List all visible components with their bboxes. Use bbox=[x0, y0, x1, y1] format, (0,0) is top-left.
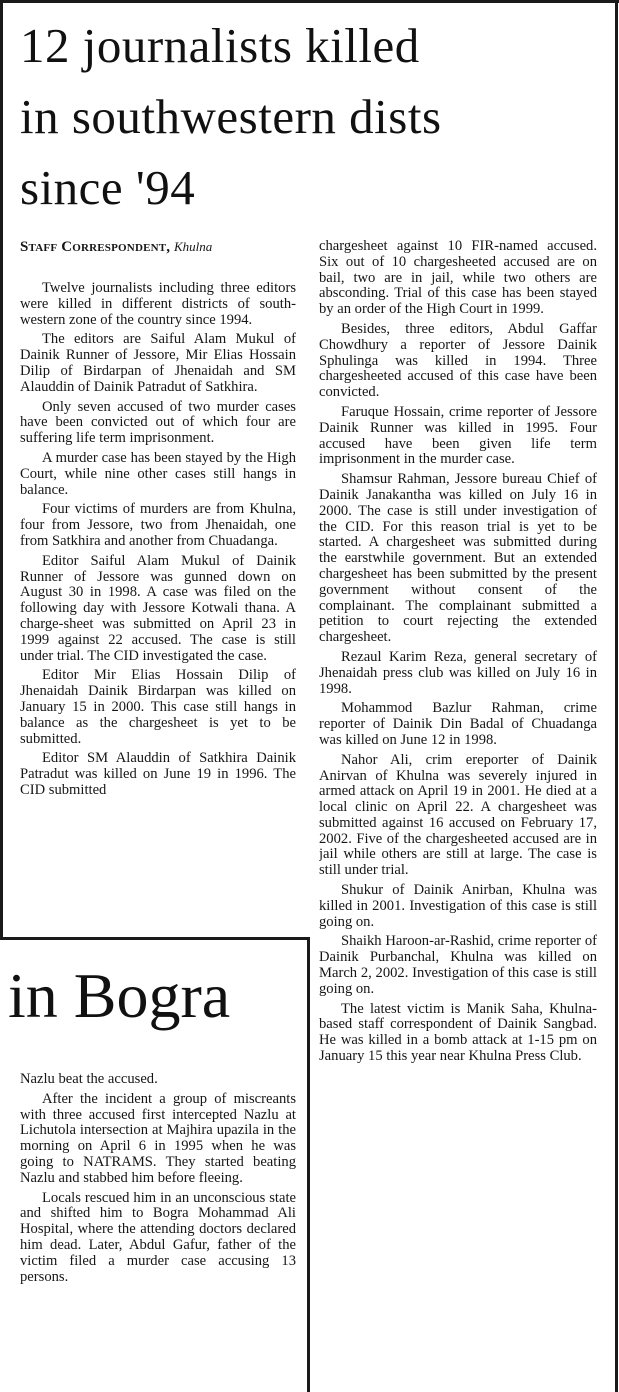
paragraph: Nazlu beat the accused. bbox=[20, 1072, 158, 1087]
paragraph: Besides, three editors, Abdul Gaffar Chowdhury a reporter of Jessore Dainik Sphulinga was killed in 1994. Three chargesheeted accused of this case have been convicted. bbox=[319, 320, 597, 401]
top-border-rule bbox=[0, 0, 619, 3]
paragraph: chargesheet against 10 FIR-named accused. Six out of 10 chargesheeted accused are on bail, two are in jail, while two others are absconding. Trial of this case has been stayed by an order of the High Court in 1999. bbox=[319, 239, 597, 318]
paragraph: Faruque Hossain, crime reporter of Jessore Dainik Runner was killed in 1995. Four accused have been given life term imprisonment in the murder case. bbox=[319, 403, 597, 468]
paragraph: Locals rescued him in an unconscious state and shifted him to Bogra Mohammad Ali Hospital, where the attending doctors declared him dead. Later, Abdul Gafur, father of the victim filed a murder case accusing 13 persons. bbox=[20, 1189, 296, 1285]
paragraph: Rezaul Karim Reza, general secretary of Jhenaidah press club was killed on July 16 in 1998. bbox=[319, 648, 597, 697]
headline-line-3: since '94 bbox=[20, 160, 196, 215]
section-divider-vertical-rule bbox=[307, 937, 310, 1392]
paragraph: Shukur of Dainik Anirban, Khulna was killed in 2001. Investigation of this case is still going on. bbox=[319, 882, 597, 930]
paragraph: Editor SM Alauddin of Satkhira Dainik Patradut was killed on June 19 in 1996. The CID submitted bbox=[20, 750, 296, 798]
paragraph: The latest victim is Manik Saha, Khulna-based staff correspondent of Dainik Sangbad. He was killed in a bomb attack at 1-15 pm on January 15 this year near Khulna Press Club. bbox=[319, 1000, 597, 1065]
article-column-1 bbox=[20, 281, 296, 934]
headline bbox=[20, 10, 580, 223]
right-border-rule bbox=[615, 0, 618, 1392]
paragraph: A murder case has been stayed by the High Court, while nine other cases still hangs in balance. bbox=[20, 449, 296, 498]
paragraph: Nahor Ali, crim ereporter of Dainik Anirvan of Khulna was severely injured in armed attack on April 19 in 2001. He died at a local clinic on April 22. A chargesheet was submitted against 16 accused on February 17, 2002. Five of the chargesheeted accused are in jail while others are still at large. The case is still under trial. bbox=[319, 751, 597, 879]
paragraph: Editor Saiful Alam Mukul of Dainik Runner of Jessore was gunned down on August 30 in 1998. A case was filed on the following day with Jessore Kotwali thana. A charge-sheet was submitted on April 23 in 1999 against 22 accused. The case is still under trial. The CID investigated the case. bbox=[20, 552, 296, 664]
headline-line-1: 12 journalists killed bbox=[20, 18, 420, 73]
paragraph: Shaikh Haroon-ar-Rashid, crime reporter of Dainik Purbanchal, Khulna was killed on March 2, 2002. Investigation of this case is still going on. bbox=[319, 933, 597, 997]
byline bbox=[20, 238, 300, 256]
paragraph: After the incident a group of miscreants with three accused first intercepted Nazlu at Lichutola intersection at Majhira upazila in the morning on April 6 in 1995 when he was going to NATRAMS. They started beating Nazlu and stabbed him before fleeing. bbox=[20, 1090, 296, 1186]
left-border-rule bbox=[0, 0, 3, 938]
byline-place: Khulna bbox=[174, 239, 213, 254]
paragraph: Twelve journalists including three editors were killed in different districts of south-western zone of the country since 1994. bbox=[20, 281, 296, 328]
headline-line-2: in southwestern dists bbox=[20, 89, 442, 144]
second-story-column bbox=[20, 1072, 296, 1362]
paragraph: The editors are Saiful Alam Mukul of Dainik Runner of Jessore, Mir Elias Hossain Dilip of Birdarpan of Jhenaidah and SM Alauddin of Dainik Patradut of Satkhira. bbox=[20, 331, 296, 395]
paragraph: Only seven accused of two murder cases have been convicted out of which four are suffering life term imprisonment. bbox=[20, 398, 296, 447]
paragraph: Mohammod Bazlur Rahman, crime reporter of Dainik Din Badal of Chuadanga was killed on June 12 in 1998. bbox=[319, 700, 597, 748]
paragraph: Shamsur Rahman, Jessore bureau Chief of Dainik Janakantha was killed on July 16 in 2000. The case is still under investigation of the CID. For this reason trial is yet to be started. A chargesheet was submitted during the earstwhile government. But an extended chargesheet has been submitted by the present government without consent of the complainant. The complainant submitted a petition to court rejecting the extended chargesheet. bbox=[319, 471, 597, 646]
paragraph: Four victims of murders are from Khulna, four from Jessore, two from Jhenaidah, one from Satkhira and another from Chuadanga. bbox=[20, 501, 296, 549]
article-column-2 bbox=[319, 239, 597, 1361]
byline-name: Staff Correspondent, bbox=[20, 239, 171, 255]
section-divider-rule bbox=[0, 937, 309, 940]
paragraph: Editor Mir Elias Hossain Dilip of Jhenaidah Dainik Birdarpan was killed on January 15 in 2000. This case still hangs in balance as the chargesheet is yet to be submitted. bbox=[20, 667, 296, 747]
second-story-headline: in Bogra bbox=[8, 960, 231, 1031]
